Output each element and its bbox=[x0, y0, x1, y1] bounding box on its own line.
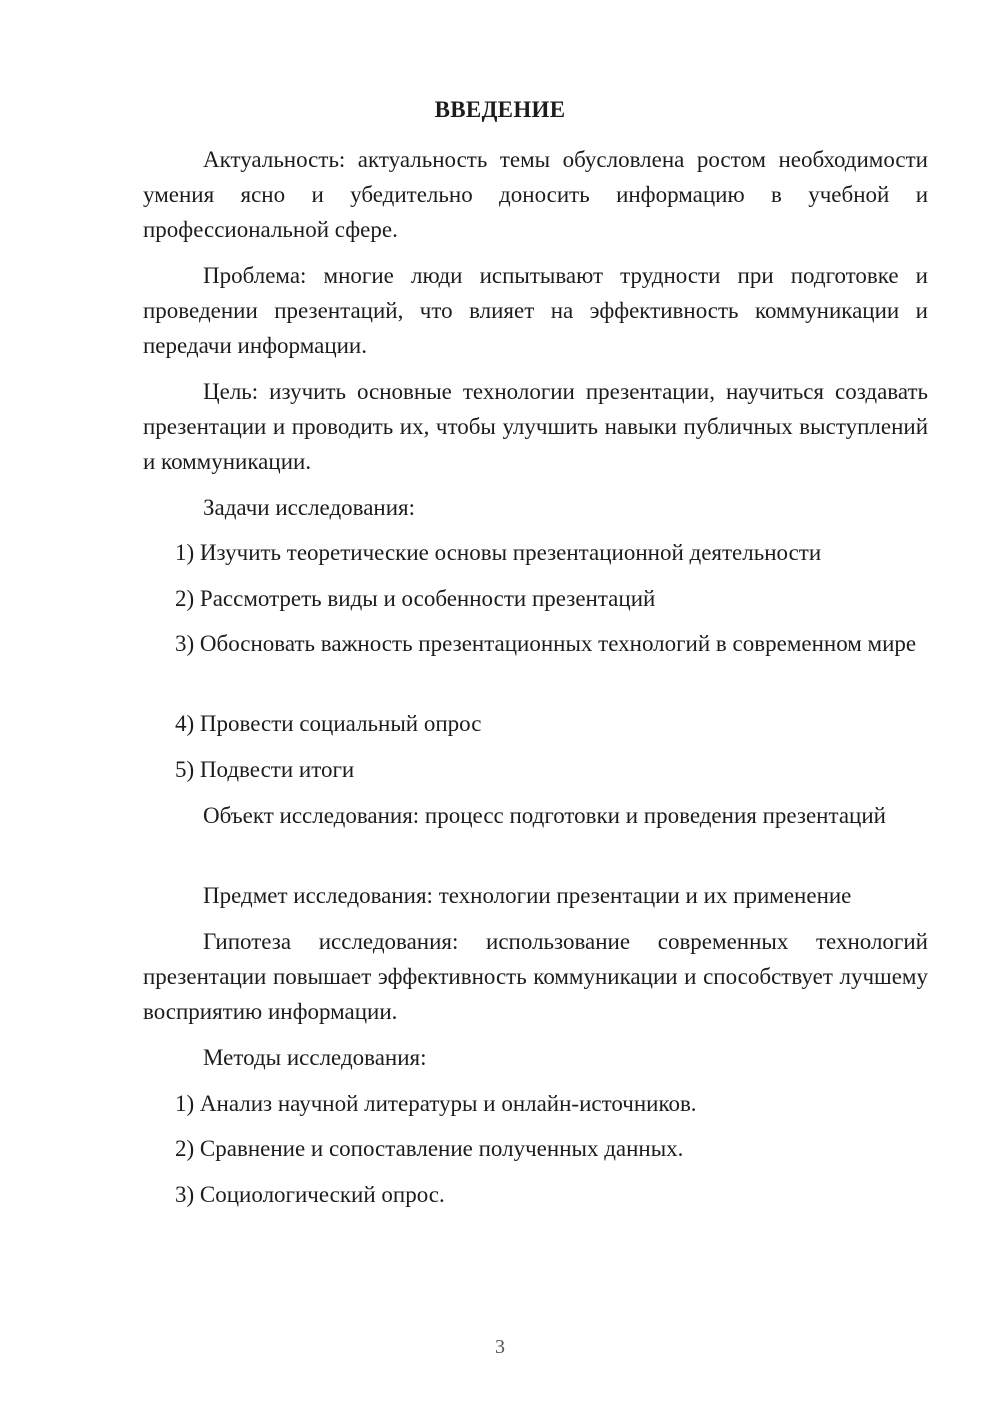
object-paragraph: Объект исследования: процесс подготовки и проведения презентаций bbox=[203, 803, 886, 828]
task-item: 5) Подвести итоги bbox=[175, 757, 355, 782]
hypothesis-paragraph: Гипотеза исследования: использование современных технологий презентации повышает эффективность коммуникации и способствует лучшему восприятию информации. bbox=[143, 929, 928, 1024]
method-item: 3) Социологический опрос. bbox=[175, 1182, 445, 1207]
task-item: 1) Изучить теоретические основы презентационной деятельности bbox=[175, 540, 822, 565]
relevance-paragraph: Актуальность: актуальность темы обусловлена ростом необходимости умения ясно и убедительно доносить информацию в учебной и профессиональной сфере. bbox=[143, 147, 928, 242]
method-item: 1) Анализ научной литературы и онлайн-источников. bbox=[175, 1091, 697, 1116]
goal-paragraph: Цель: изучить основные технологии презентации, научиться создавать презентации и проводить их, чтобы улучшить навыки публичных выступлений и коммуникации. bbox=[143, 379, 928, 474]
page-number: 3 bbox=[495, 1336, 505, 1358]
tasks-heading: Задачи исследования: bbox=[203, 495, 416, 520]
problem-paragraph: Проблема: многие люди испытывают трудности при подготовке и проведении презентаций, что влияет на эффективность коммуникации и передачи информации. bbox=[143, 263, 928, 358]
section-heading: ВВЕДЕНИЕ bbox=[434, 97, 566, 122]
task-item: 4) Провести социальный опрос bbox=[175, 711, 482, 736]
subject-paragraph: Предмет исследования: технологии презентации и их применение bbox=[203, 883, 852, 908]
task-item: 2) Рассмотреть виды и особенности презентаций bbox=[175, 586, 656, 611]
methods-heading: Методы исследования: bbox=[203, 1045, 427, 1070]
method-item: 2) Сравнение и сопоставление полученных данных. bbox=[175, 1136, 684, 1161]
task-item: 3) Обосновать важность презентационных технологий в современном мире bbox=[175, 631, 917, 656]
